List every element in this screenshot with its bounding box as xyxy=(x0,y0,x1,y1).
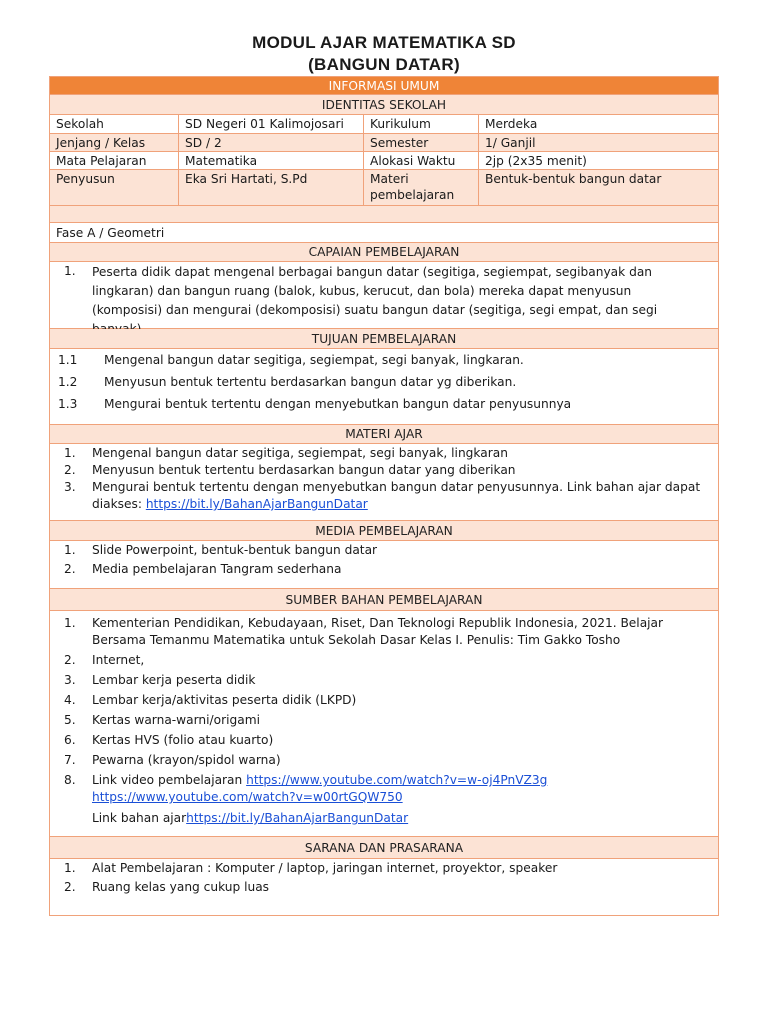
list-text: Alat Pembelajaran : Komputer / laptop, jaringan internet, proyektor, speaker xyxy=(92,861,558,875)
document-title: MODUL AJAR MATEMATIKA SD xyxy=(252,33,516,52)
list-text: Media pembelajaran Tangram sederhana xyxy=(92,562,342,576)
list-item xyxy=(58,772,710,827)
sumber-body xyxy=(50,611,718,837)
identity-row-mata-pelajaran xyxy=(50,152,718,170)
bahan-ajar-link[interactable]: https://bit.ly/BahanAjarBangunDatar xyxy=(186,811,409,825)
list-text: Kertas warna-warni/origami xyxy=(92,713,260,727)
section-header-media: MEDIA PEMBELAJARAN xyxy=(50,521,718,541)
list-item xyxy=(58,652,710,669)
list-number: 1.3 xyxy=(58,397,78,411)
sarana-body xyxy=(50,859,718,915)
list-item xyxy=(58,879,710,896)
document-subtitle: (BANGUN DATAR) xyxy=(308,55,460,74)
list-text: Menyusun bentuk tertentu berdasarkan bangun datar yg diberikan. xyxy=(104,375,517,389)
identity-row-sekolah xyxy=(50,115,718,134)
list-number: 8. xyxy=(64,773,76,787)
list-text: Internet, xyxy=(92,653,145,667)
list-item xyxy=(58,712,710,729)
identity-label: Alokasi Waktu xyxy=(364,152,479,169)
module-table xyxy=(49,76,719,916)
list-item xyxy=(58,752,710,769)
video-link-2[interactable]: https://www.youtube.com/watch?v=w00rtGQW750 xyxy=(92,790,403,804)
identity-value: 2jp (2x35 menit) xyxy=(485,154,587,168)
list-item xyxy=(58,479,710,513)
identity-value: Bentuk-bentuk bangun datar xyxy=(485,172,662,186)
identity-value: SD / 2 xyxy=(179,134,364,151)
list-number: 2. xyxy=(64,562,76,576)
bahan-ajar-link[interactable]: https://bit.ly/BahanAjarBangunDatar xyxy=(145,497,368,511)
media-body xyxy=(50,541,718,589)
list-number: 1. xyxy=(64,861,76,875)
identity-label: Sekolah xyxy=(50,115,179,133)
tujuan-body xyxy=(50,349,718,425)
section-header-materi: MATERI AJAR xyxy=(50,425,718,444)
list-item xyxy=(58,395,710,413)
list-number: 3. xyxy=(64,480,76,494)
list-text: Slide Powerpoint, bentuk-bentuk bangun datar xyxy=(92,543,378,557)
list-text: Mengurai bentuk tertentu dengan menyebutkan bangun datar penyusunnya. Link bahan ajar dapat diakses: xyxy=(92,480,701,511)
identity-row-penyusun xyxy=(50,170,718,206)
identity-value: Eka Sri Hartati, S.Pd xyxy=(179,170,364,205)
list-item xyxy=(58,373,710,391)
section-header-informasi-umum: INFORMASI UMUM xyxy=(50,77,718,95)
list-item xyxy=(58,263,710,339)
list-number: 7. xyxy=(64,753,76,767)
section-header-sarana: SARANA DAN PRASARANA xyxy=(50,837,718,859)
list-number: 1. xyxy=(64,264,76,278)
list-number: 6. xyxy=(64,733,76,747)
section-header-tujuan: TUJUAN PEMBELAJARAN xyxy=(50,329,718,349)
list-text: Peserta didik dapat mengenal berbagai bangun datar (segitiga, segiempat, segibanyak dan lingkaran) dan bangun ruang (balok, kubus, kerucut, dan bola) mereka dapat menyusun (komposisi) dan mengurai (dekomposisi) suatu bangun datar (segitiga, segi empat, dan segi xyxy=(92,265,658,317)
identity-label: Jenjang / Kelas xyxy=(50,134,179,151)
video-label: Link video pembelajaran xyxy=(92,773,247,787)
list-text: Ruang kelas yang cukup luas xyxy=(92,880,270,894)
identity-label: Kurikulum xyxy=(364,115,479,133)
list-item xyxy=(58,615,710,649)
list-number: 4. xyxy=(64,693,76,707)
bahan-ajar-label: Link bahan ajar xyxy=(92,811,187,825)
list-text: Mengenal bangun datar segitiga, segiempat, segi banyak, lingkaran xyxy=(92,446,508,460)
list-number: 2. xyxy=(64,463,76,477)
list-item xyxy=(58,732,710,749)
list-text: Lembar kerja/aktivitas peserta didik (LKPD) xyxy=(92,693,357,707)
list-number: 1.1 xyxy=(58,353,78,367)
list-text: Pewarna (krayon/spidol warna) xyxy=(92,753,281,767)
list-item xyxy=(58,542,710,559)
list-item xyxy=(58,860,710,877)
materi-body xyxy=(50,444,718,521)
identity-label: Penyusun xyxy=(50,170,179,205)
list-item xyxy=(58,672,710,689)
list-text: Menyusun bentuk tertentu berdasarkan bangun datar yang diberikan xyxy=(92,463,516,477)
list-item xyxy=(58,692,710,709)
list-text: Lembar kerja peserta didik xyxy=(92,673,256,687)
list-item xyxy=(58,445,710,462)
list-item xyxy=(58,462,710,479)
section-header-sumber: SUMBER BAHAN PEMBELAJARAN xyxy=(50,589,718,611)
list-number: 1. xyxy=(64,446,76,460)
list-item xyxy=(58,351,710,369)
identity-label: Materi pembelajaran xyxy=(364,170,479,205)
identity-value: 1/ Ganjil xyxy=(485,136,536,150)
list-item xyxy=(58,561,710,578)
list-text: Kertas HVS (folio atau kuarto) xyxy=(92,733,274,747)
list-number: 5. xyxy=(64,713,76,727)
identity-row-jenjang xyxy=(50,134,718,152)
spacer-row xyxy=(50,206,718,223)
section-header-identitas-sekolah: IDENTITAS SEKOLAH xyxy=(50,95,718,115)
identity-label: Semester xyxy=(364,134,479,151)
list-text: Mengurai bentuk tertentu dengan menyebutkan bangun datar penyusunnya xyxy=(104,397,572,411)
identity-value: Matematika xyxy=(179,152,364,169)
list-number: 1. xyxy=(64,616,76,630)
list-text: Mengenal bangun datar segitiga, segiempat, segi banyak, lingkaran. xyxy=(104,353,524,367)
list-number: 2. xyxy=(64,880,76,894)
fase-row: Fase A / Geometri xyxy=(50,223,718,243)
identity-value: Merdeka xyxy=(485,117,538,131)
list-number: 3. xyxy=(64,673,76,687)
list-number: 2. xyxy=(64,653,76,667)
list-number: 1.2 xyxy=(58,375,78,389)
section-header-capaian: CAPAIAN PEMBELAJARAN xyxy=(50,243,718,262)
identity-value: SD Negeri 01 Kalimojosari xyxy=(179,115,364,133)
list-text: Kementerian Pendidikan, Kebudayaan, Riset, Dan Teknologi Republik Indonesia, 2021. Belajar Bersama Temanmu Matematika untuk Sekolah Dasar Kelas I. Penulis: Tim Gakko Tosho xyxy=(92,616,664,647)
capaian-body xyxy=(50,262,718,329)
identity-label: Mata Pelajaran xyxy=(50,152,179,169)
video-link-1[interactable]: https://www.youtube.com/watch?v=w-oj4PnVZ3g xyxy=(246,773,548,787)
list-number: 1. xyxy=(64,543,76,557)
